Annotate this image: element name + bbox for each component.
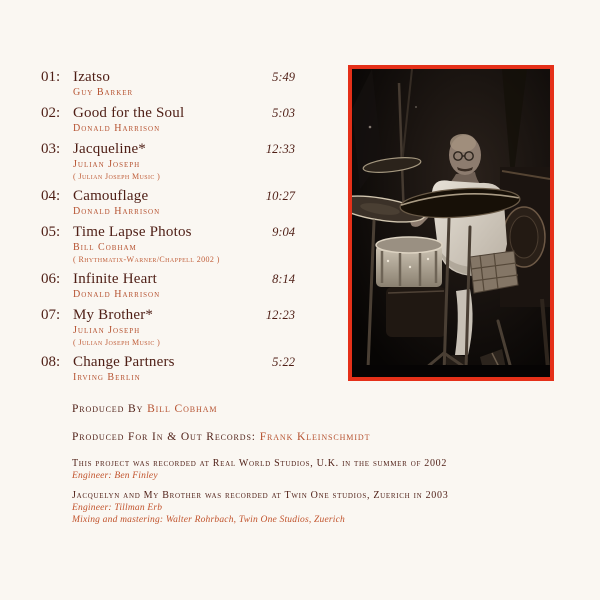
track-title: My Brother* xyxy=(73,307,154,323)
produced-for-name: Frank Kleinschmidt xyxy=(259,431,371,443)
track-artist: Donald Harrison xyxy=(73,289,161,300)
produced-by-name: Bill Cobham xyxy=(147,403,218,415)
track-row xyxy=(41,68,295,99)
recording-notes xyxy=(72,458,472,534)
produced-by-line xyxy=(72,402,402,417)
track-artist: Julian Joseph xyxy=(73,159,141,170)
track-number: 07: xyxy=(41,307,61,323)
note-engineer-line: Engineer: Tillman Erb xyxy=(72,503,163,513)
track-artist: Julian Joseph xyxy=(73,325,141,336)
track-row xyxy=(41,306,295,348)
track-row xyxy=(41,187,295,218)
photo-bottom-shadow xyxy=(352,365,550,377)
track-artist: Bill Cobham xyxy=(73,242,137,253)
track-duration: 5:49 xyxy=(272,70,295,84)
track-number: 01: xyxy=(41,69,61,85)
recording-note xyxy=(72,490,472,526)
track-row xyxy=(41,270,295,301)
track-duration: 10:27 xyxy=(265,189,295,203)
patterned-shorts xyxy=(470,251,518,293)
track-duration: 5:22 xyxy=(272,355,295,369)
track-title: Change Partners xyxy=(73,354,175,370)
track-publisher: ( Julian Joseph Music ) xyxy=(73,338,161,347)
snare-drum xyxy=(376,237,442,287)
track-duration: 9:04 xyxy=(272,225,295,239)
produced-for-line xyxy=(72,430,402,445)
track-duration: 8:14 xyxy=(272,272,295,286)
produced-for-label: Produced For In & Out Records: xyxy=(72,431,256,443)
track-row xyxy=(41,353,295,384)
track-title: Izatso xyxy=(73,69,111,85)
track-number: 06: xyxy=(41,271,61,287)
producer-credits xyxy=(72,402,402,458)
note-engineer-line: Engineer: Ben Finley xyxy=(72,471,158,481)
track-list xyxy=(41,68,295,389)
produced-by-label: Produced By xyxy=(72,403,144,415)
track-duration: 12:33 xyxy=(265,142,295,156)
track-number: 02: xyxy=(41,105,61,121)
track-number: 05: xyxy=(41,224,61,240)
track-duration: 5:03 xyxy=(272,106,295,120)
note-main-line: This project was recorded at Real World Studios, U.K. in the summer of 2002 xyxy=(72,458,448,469)
track-artist: Irving Berlin xyxy=(73,372,141,383)
note-mixing-line: Mixing and mastering: Walter Rohrbach, Twin One Studios, Zuerich xyxy=(72,515,345,525)
drummer-photo-illustration xyxy=(352,69,550,377)
track-number: 03: xyxy=(41,141,61,157)
track-publisher: ( Julian Joseph Music ) xyxy=(73,172,161,181)
track-title: Good for the Soul xyxy=(73,105,185,121)
track-row xyxy=(41,140,295,182)
recording-note xyxy=(72,458,472,482)
track-duration: 12:23 xyxy=(265,308,295,322)
track-title: Camouflage xyxy=(73,188,149,204)
track-publisher: ( Rhythmatix-Warner/Chappell 2002 ) xyxy=(73,255,220,264)
drummer-photo xyxy=(348,65,554,381)
track-title: Time Lapse Photos xyxy=(73,224,192,240)
floor-tom xyxy=(386,287,446,337)
track-artist: Donald Harrison xyxy=(73,206,161,217)
track-row xyxy=(41,223,295,265)
track-artist: Guy Barker xyxy=(73,87,134,98)
note-main-line: Jacquelyn and My Brother was recorded at Twin One studios, Zuerich in 2003 xyxy=(72,490,449,501)
track-artist: Donald Harrison xyxy=(73,123,161,134)
track-row xyxy=(41,104,295,135)
track-number: 08: xyxy=(41,354,61,370)
track-title: Jacqueline* xyxy=(73,141,147,157)
track-title: Infinite Heart xyxy=(73,271,158,287)
track-number: 04: xyxy=(41,188,61,204)
